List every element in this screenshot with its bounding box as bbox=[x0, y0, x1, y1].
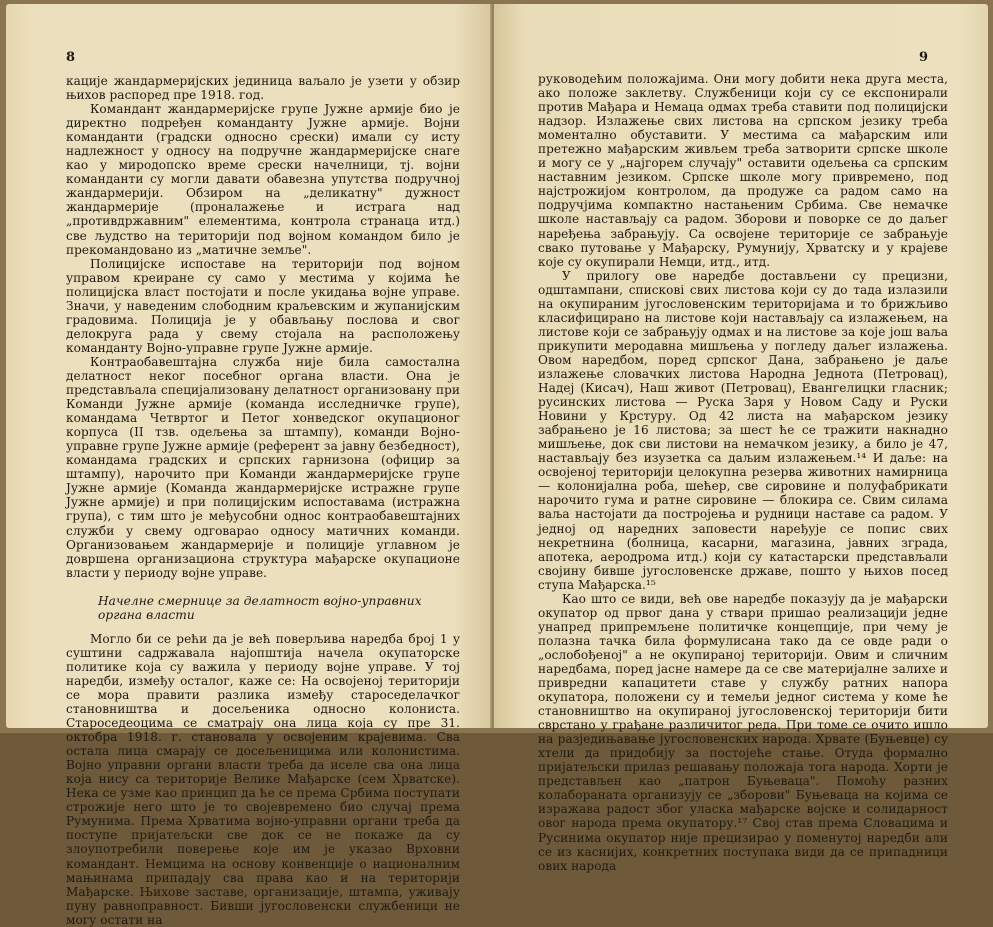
paragraph: кације жандармеријских јединица ваљало је узети у обзир њихов распоред пре 1918. год. bbox=[66, 74, 460, 103]
paragraph: Командант жандармеријске групе Јужне армије био је директно подређен команданту Јужне армије. Војни команданти (градски односно срески) имали су исту надлежност у односу на подручне жандармеријске снаге као у миродопско време срески начелници, тј. војни команданти су могли давати обавезна упутства подручној жандармерији. Обзиром на „деликатну" дужност жандармерије (проналажење и истрага над „противдржавним" елементима, контрола странаца итд.) све људство на територији под војном командом било је прекомандовано из „матичне земље". bbox=[66, 102, 460, 257]
paragraph: У прилогу ове наредбе достављени су прецизни, одштампани, списковi свих листова који су до тада излазили на окупираним југословенским територијама и то брижљиво класифицирано на листове који настављају са излажењем, на листове који се забрањују одмах и на листове за које још ваља прикупити меродавна мишљења у погледу даљег излажења. Овом наредбом, поред српског Дана, забрањено је даље излажење словачких листова Народна Једнота (Петровац), Надеј (Кисач), Наш живот (Петровац), Евангелицки гласник; русинских листова — Руска Заря у Новом Саду и Руски Новини у Крстуру. Од 42 листа на мађарском језику забрањено је 16 листова; за шест ће се тражити накнадно мишљење, док сви листови на немачком језику, а било је 47, настављају без изузетка са даљим излажењем.¹⁴ И даље: на освојеној територији целокупна резерва животних намирница — колонијална роба, шећер, све сировине и полуфабрикати нарочито гума и ратне сировине — блокира се. Свим силама ваља настојати да постројења и рудници наставе са радом. У једној од наредних заповести наређује се попис свих некретнина (болница, касарни, магазина, јавних зграда, апотека, аеродрома итд.) који су катастарски представљали својину бивше југословенске државе, пошто у њихов посед ступа Мађарска.¹⁵ bbox=[538, 268, 948, 592]
paragraph: Могло би се рећи да је већ поверљива наредба број 1 у суштини садржавала најопштија начела окупаторске политике која су важила у периоду војне управе. У тој наредби, између осталог, каже се: На освојеној територији се мора правити разлика између староседелачког становништва и досељеника односно колониста. Староседеоцима се сматрају она лица која су пре 31. октобра 1918. г. становала у освојеним крајевима. Сва остала лица смарају се досељеницима или колонистима. Војно управни органи власти треба да иселе сва она лица која нису са територије Велике Мађарске (сем Хрватске). Нека се узме као принцип да ће се према Србима поступати строжије него што је то својевремено био случај према Румунима. Према Хрватима војно-управни органи треба да поступе пријатељски све док се не покаже да су злоупотребили поверење које им је указао Врховни командант. Немцима на основу конвенције о националним мањинама припадају сва права као и на територији Мађарске. Њихове заставе, организације, штампа, уживају пуну равноправност. Бивши југословенски службеници не могу остати на bbox=[66, 631, 460, 927]
left-page bbox=[6, 4, 492, 927]
paragraph: Полицијске испоставе на територији под војном управом креиране су само у местима у којима ће полицијска власт постојати и после укидања војне управе. Значи, у наведеним слободним краљевским и жупанијским градовима. Полиција је у обављању послова и свог делокруга рада у свему стојала на расположењу команданту Војно-управне групе Јужне армије. bbox=[66, 256, 460, 355]
page-number: 9 bbox=[919, 50, 929, 65]
left-page-text bbox=[66, 74, 460, 927]
right-page-text bbox=[538, 72, 948, 873]
right-page bbox=[494, 4, 988, 873]
section-heading: Начелне смернице за делатност војно-управних органа власти bbox=[98, 593, 422, 622]
paragraph: Контраобавештајна служба није била самостална делатност неког посебног органа власти. Она је представљала специјализовану делатност организовану при Команди Јужне армије (команда исследничке групе), командама Четвртог и Петог хонведског окупационог корпуса (II тзв. одељења за штампу), команди Војно-управне групе Јужне армије (референт за јавну безбедност), командама градских и српских гарнизона (официр за штампу), нарочито при Команди жандармеријске групе Јужне армије (Команда жандармеријске истражне групе Јужне армије) и при полицијским испоставама (истражна група), с тим што је међусобни однос контраобавештајних служби у свему одговарао односу матичних команди. Организовањем жандармерије и полиције углавном је довршена организациона структура мађарске окупационе власти у периоду војне управе. bbox=[66, 354, 460, 580]
paragraph: Као што се види, већ ове наредбе показују да је мађарски окупатор од првог дана у ствари пришао реализацији једне унапред припремљене политичке концепције, при чему је полазна тачка била формулисана тако да се овде ради о „ослобођеној" а не окупираној територији. Овим и сличним наредбама, поред јасне намере да се све материјалне залихе и привредни капацитети ставе у службу ратних напора окупатора, положени су и темељи једног система у коме ће становништво на окупираној југословенској територији бити сврстано у грађане различитог реда. При томе се очито ишло на разједињавање југословенских народа. Хрвате (Буњевце) су хтели да придобију за постојеће стање. Отуда формално пријатељски прилаз решавању положаја тога народа. Хорти је представљен као „патрон Буњеваца". Помоћу разних колабораната организују се „зборови" Буњеваца на којима се изражава радост због уласка мађарске војске и солидарност овог народа према окупатору.¹⁷ Свој став према Словацима и Русинима окупатор није прецизирао у поменутој наредби али се из каснијих, конкретних поступака види да се припадници ових народа bbox=[538, 591, 948, 873]
page-number: 8 bbox=[66, 50, 76, 65]
paragraph: руководећим положајима. Они могу добити нека друга места, ако положе заклетву. Службеници који су се експонирали против Мађара и Немаца одмах треба ставити под полицијски надзор. Излажење свих листова на српском језику треба моментално обуставити. У местима са мађарским или претежно мађарским живљем треба затворити српске школе и могу се у „најгорем случају" оставити одељења са српским наставним језиком. Српске школе могу привремено, под најстрожијом контролом, да продуже са радом само на подручјима компактно настањеним Србима. Све немачке школе настављају са радом. Зборови и поворке се до даљег наређења забрањују. Са освојене територије се забрањује свако путовање у Мађарску, Румунију, Хрватску и у крајеве које су окупирали Немци, итд., итд. bbox=[538, 72, 948, 269]
